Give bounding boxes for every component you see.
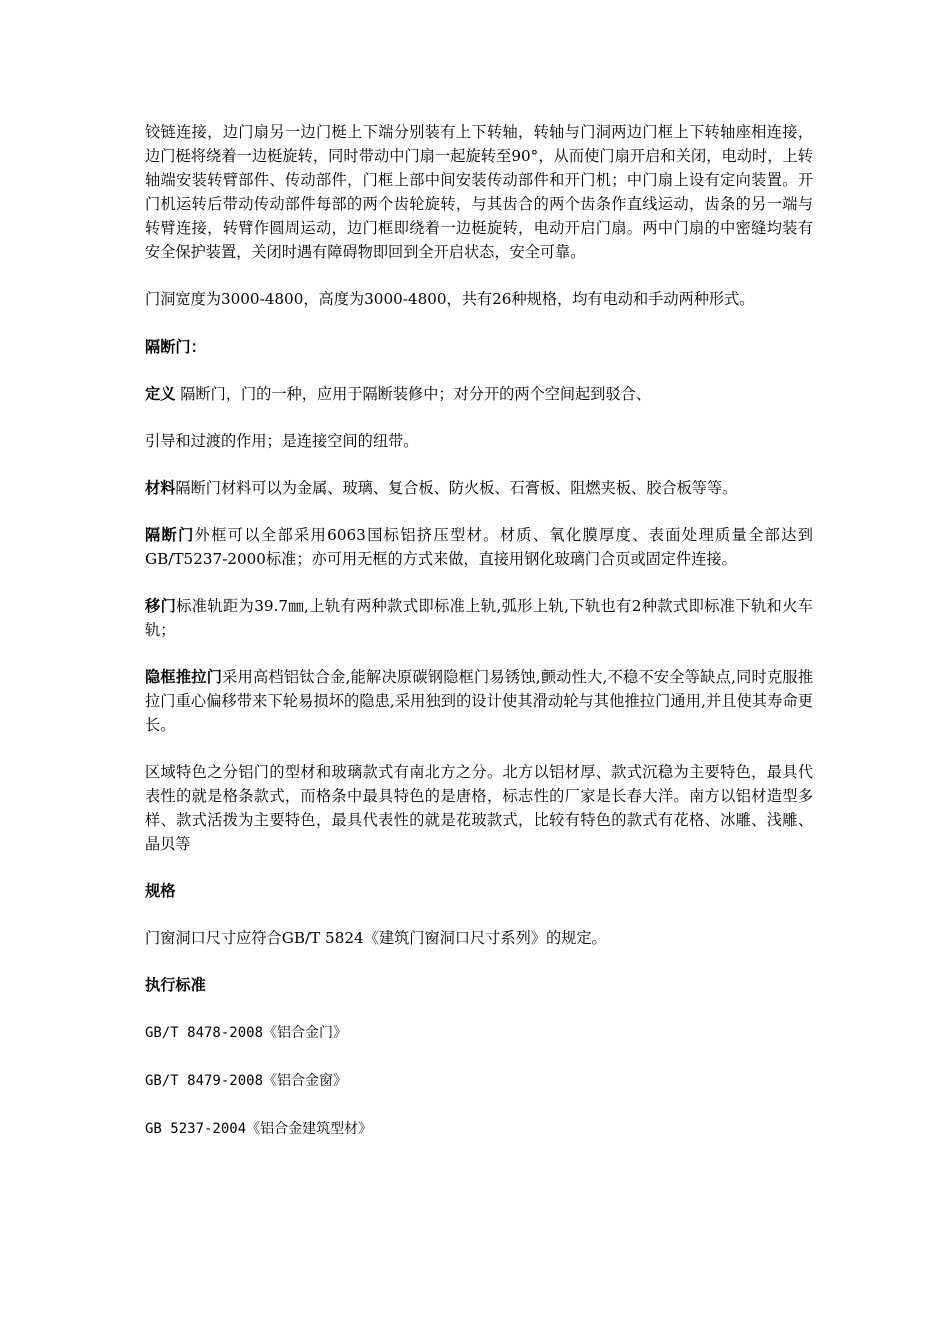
partition-door-label: 隔断门 [145, 526, 195, 544]
paragraph-specification: 门窗洞口尺寸应符合GB/T 5824《建筑门窗洞口尺寸系列》的规定。 [145, 929, 607, 947]
paragraph-material [145, 476, 813, 500]
material-text: 隔断门材料可以为金属、玻璃、复合板、防火板、石膏板、阻燃夹板、胶合板等等。 [175, 479, 738, 497]
definition-label: 定义 [145, 385, 176, 403]
standard-item: GB 5237-2004《铝合金建筑型材》 [145, 1121, 373, 1137]
hidden-frame-door-text: 采用高档铝钛合金,能解决原碳钢隐框门易锈蚀,颤动性大,不稳不安全等缺点,同时克服推拉门重心偏移带来下轮易损坏的隐患,采用独到的设计使其滑动轮与其他推拉门通用,并且使其寿命更长。 [145, 668, 813, 734]
material-label: 材料 [145, 479, 176, 497]
paragraph-hidden-frame-door [145, 665, 813, 737]
document-page [145, 120, 813, 1165]
definition-text: 隔断门，门的一种，应用于隔断装修中；对分开的两个空间起到驳合、 [175, 385, 652, 403]
heading-specification: 规格 [145, 882, 176, 900]
standard-item: GB/T 8478-2008《铝合金门》 [145, 1025, 348, 1041]
paragraph-regional-features: 区域特色之分铝门的型材和玻璃款式有南北方之分。北方以铝材厚、款式沉稳为主要特色，最具代表性的就是格条款式，而格条中最具特色的是唐格，标志性的厂家是长春大洋。南方以铝材造型多样、款式活拨为主要特色，最具代表性的就是花玻款式，比较有特色的款式有花格、冰雕、浅雕、晶贝等 [145, 763, 813, 853]
paragraph-definition [145, 382, 813, 406]
hidden-frame-door-label: 隐框推拉门 [145, 668, 223, 686]
sliding-door-label: 移门 [145, 597, 177, 615]
paragraph-door-mechanism: 铰链连接，边门扇另一边门梃上下端分别装有上下转轴，转轴与门洞两边门框上下转轴座相连接，边门梃将绕着一边梃旋转，同时带动中门扇一起旋转至90°，从而使门扇开启和关闭，电动时，上转轴端安装转臂部件、传动部件，门框上部中间安装传动部件和开门机；中门扇上设有定向装置。开门机运转后带动传动部件每部的两个齿轮旋转，与其齿合的两个齿条作直线运动，齿条的另一端与转臂连接，转臂作圆周运动，边门框即绕着一边梃旋转，电动开启门扇。两中门扇的中密缝均装有安全保护装置，关闭时遇有障碍物即回到全开启状态，安全可靠。 [145, 123, 813, 261]
sliding-door-text: 标准轨距为39.7㎜,上轨有两种款式即标准上轨,弧形上轨,下轨也有2种款式即标准下轨和火车轨； [145, 597, 813, 639]
heading-partition-door: 隔断门： [145, 338, 206, 356]
standard-item: GB/T 8479-2008《铝合金窗》 [145, 1073, 348, 1089]
paragraph-sliding-door [145, 594, 813, 642]
paragraph-partition-frame [145, 523, 813, 571]
heading-standards: 执行标准 [145, 976, 206, 994]
partition-door-text: 外框可以全部采用6063国标铝挤压型材。材质、氧化膜厚度、表面处理质量全部达到GB/T5237-2000标准；亦可用无框的方式来做，直接用钢化玻璃门合页或固定件连接。 [145, 526, 813, 568]
paragraph-definition-continued: 引导和过渡的作用；是连接空间的纽带。 [145, 432, 419, 450]
paragraph-door-opening-sizes: 门洞宽度为3000-4800，高度为3000-4800，共有26种规格，均有电动和手动两种形式。 [145, 290, 755, 308]
